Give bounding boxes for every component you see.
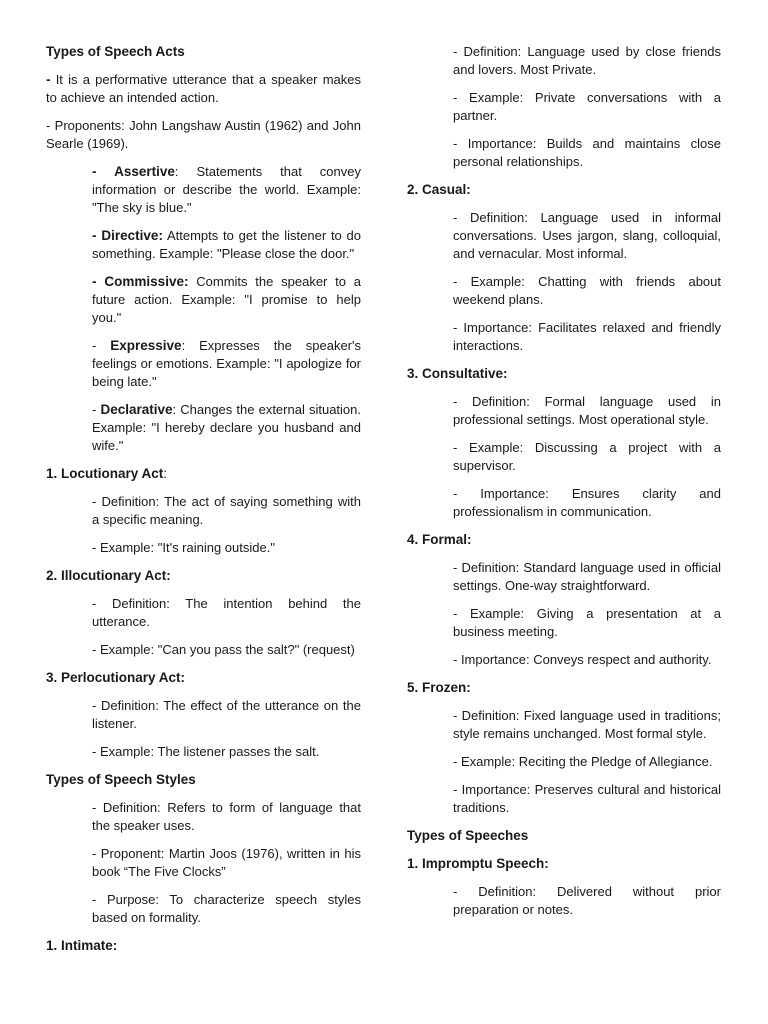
category-declarative: - Declarative: Changes the external situation. Example: "I hereby declare you husband and wife." — [92, 402, 361, 453]
illocutionary-heading: 2. Illocutionary Act: — [46, 568, 171, 583]
intimate-heading: 1. Intimate: — [46, 938, 118, 953]
intimate-example: - Example: Private conversations with a partner. — [453, 90, 721, 123]
locutionary-heading: 1. Locutionary Act: — [46, 466, 168, 481]
casual-importance: - Importance: Facilitates relaxed and friendly interactions. — [453, 320, 721, 353]
speech-styles-proponent: - Proponent: Martin Joos (1976), written in his book “The Five Clocks” — [92, 846, 361, 879]
speech-styles-purpose: - Purpose: To characterize speech styles based on formality. — [92, 892, 361, 925]
locutionary-example: - Example: "It's raining outside." — [92, 540, 275, 555]
perlocutionary-definition: - Definition: The effect of the utterance on the listener. — [92, 698, 361, 731]
left-column — [46, 43, 361, 965]
speech-acts-heading: Types of Speech Acts — [46, 44, 185, 59]
speech-acts-proponents: - Proponents: John Langshaw Austin (1962) and John Searle (1969). — [46, 118, 361, 151]
casual-definition: - Definition: Language used in informal conversations. Uses jargon, slang, colloquial, and vernacular. Most informal. — [453, 210, 721, 261]
impromptu-heading: 1. Impromptu Speech: — [407, 856, 549, 871]
speech-styles-heading: Types of Speech Styles — [46, 772, 196, 787]
speeches-heading: Types of Speeches — [407, 828, 529, 843]
right-column — [407, 43, 721, 929]
consultative-definition: - Definition: Formal language used in professional settings. Most operational style. — [453, 394, 721, 427]
perlocutionary-example: - Example: The listener passes the salt. — [92, 744, 320, 759]
frozen-definition: - Definition: Fixed language used in traditions; style remains unchanged. Most formal style. — [453, 708, 721, 741]
consultative-example: - Example: Discussing a project with a supervisor. — [453, 440, 721, 473]
formal-example: - Example: Giving a presentation at a business meeting. — [453, 606, 721, 639]
frozen-importance: - Importance: Preserves cultural and historical traditions. — [453, 782, 721, 815]
illocutionary-definition: - Definition: The intention behind the utterance. — [92, 596, 361, 629]
intimate-definition: - Definition: Language used by close friends and lovers. Most Private. — [453, 44, 721, 77]
perlocutionary-heading: 3. Perlocutionary Act: — [46, 670, 186, 685]
speech-styles-definition: - Definition: Refers to form of language that the speaker uses. — [92, 800, 361, 833]
consultative-importance: - Importance: Ensures clarity and professionalism in communication. — [453, 486, 721, 519]
category-commissive: - Commissive: Commits the speaker to a future action. Example: "I promise to help you." — [92, 274, 362, 325]
illocutionary-example: - Example: "Can you pass the salt?" (request) — [92, 642, 355, 657]
casual-heading: 2. Casual: — [407, 182, 471, 197]
casual-example: - Example: Chatting with friends about weekend plans. — [453, 274, 721, 307]
category-directive: - Directive: Attempts to get the listener to do something. Example: "Please close the door." — [92, 228, 362, 261]
formal-definition: - Definition: Standard language used in official settings. One-way straightforward. — [453, 560, 721, 593]
frozen-example: - Example: Reciting the Pledge of Allegiance. — [453, 754, 713, 769]
consultative-heading: 3. Consultative: — [407, 366, 508, 381]
locutionary-definition: - Definition: The act of saying something with a specific meaning. — [92, 494, 361, 527]
category-assertive: - Assertive: Statements that convey information or describe the world. Example: "The sky is blue." — [92, 164, 361, 215]
intimate-importance: - Importance: Builds and maintains close personal relationships. — [453, 136, 721, 169]
formal-heading: 4. Formal: — [407, 532, 472, 547]
frozen-heading: 5. Frozen: — [407, 680, 471, 695]
category-expressive: - Expressive: Expresses the speaker's feelings or emotions. Example: "I apologize for being late." — [92, 338, 361, 389]
formal-importance: - Importance: Conveys respect and authority. — [453, 652, 712, 667]
impromptu-definition: - Definition: Delivered without prior preparation or notes. — [453, 884, 721, 917]
speech-acts-intro: - It is a performative utterance that a speaker makes to achieve an intended action. — [46, 72, 361, 105]
